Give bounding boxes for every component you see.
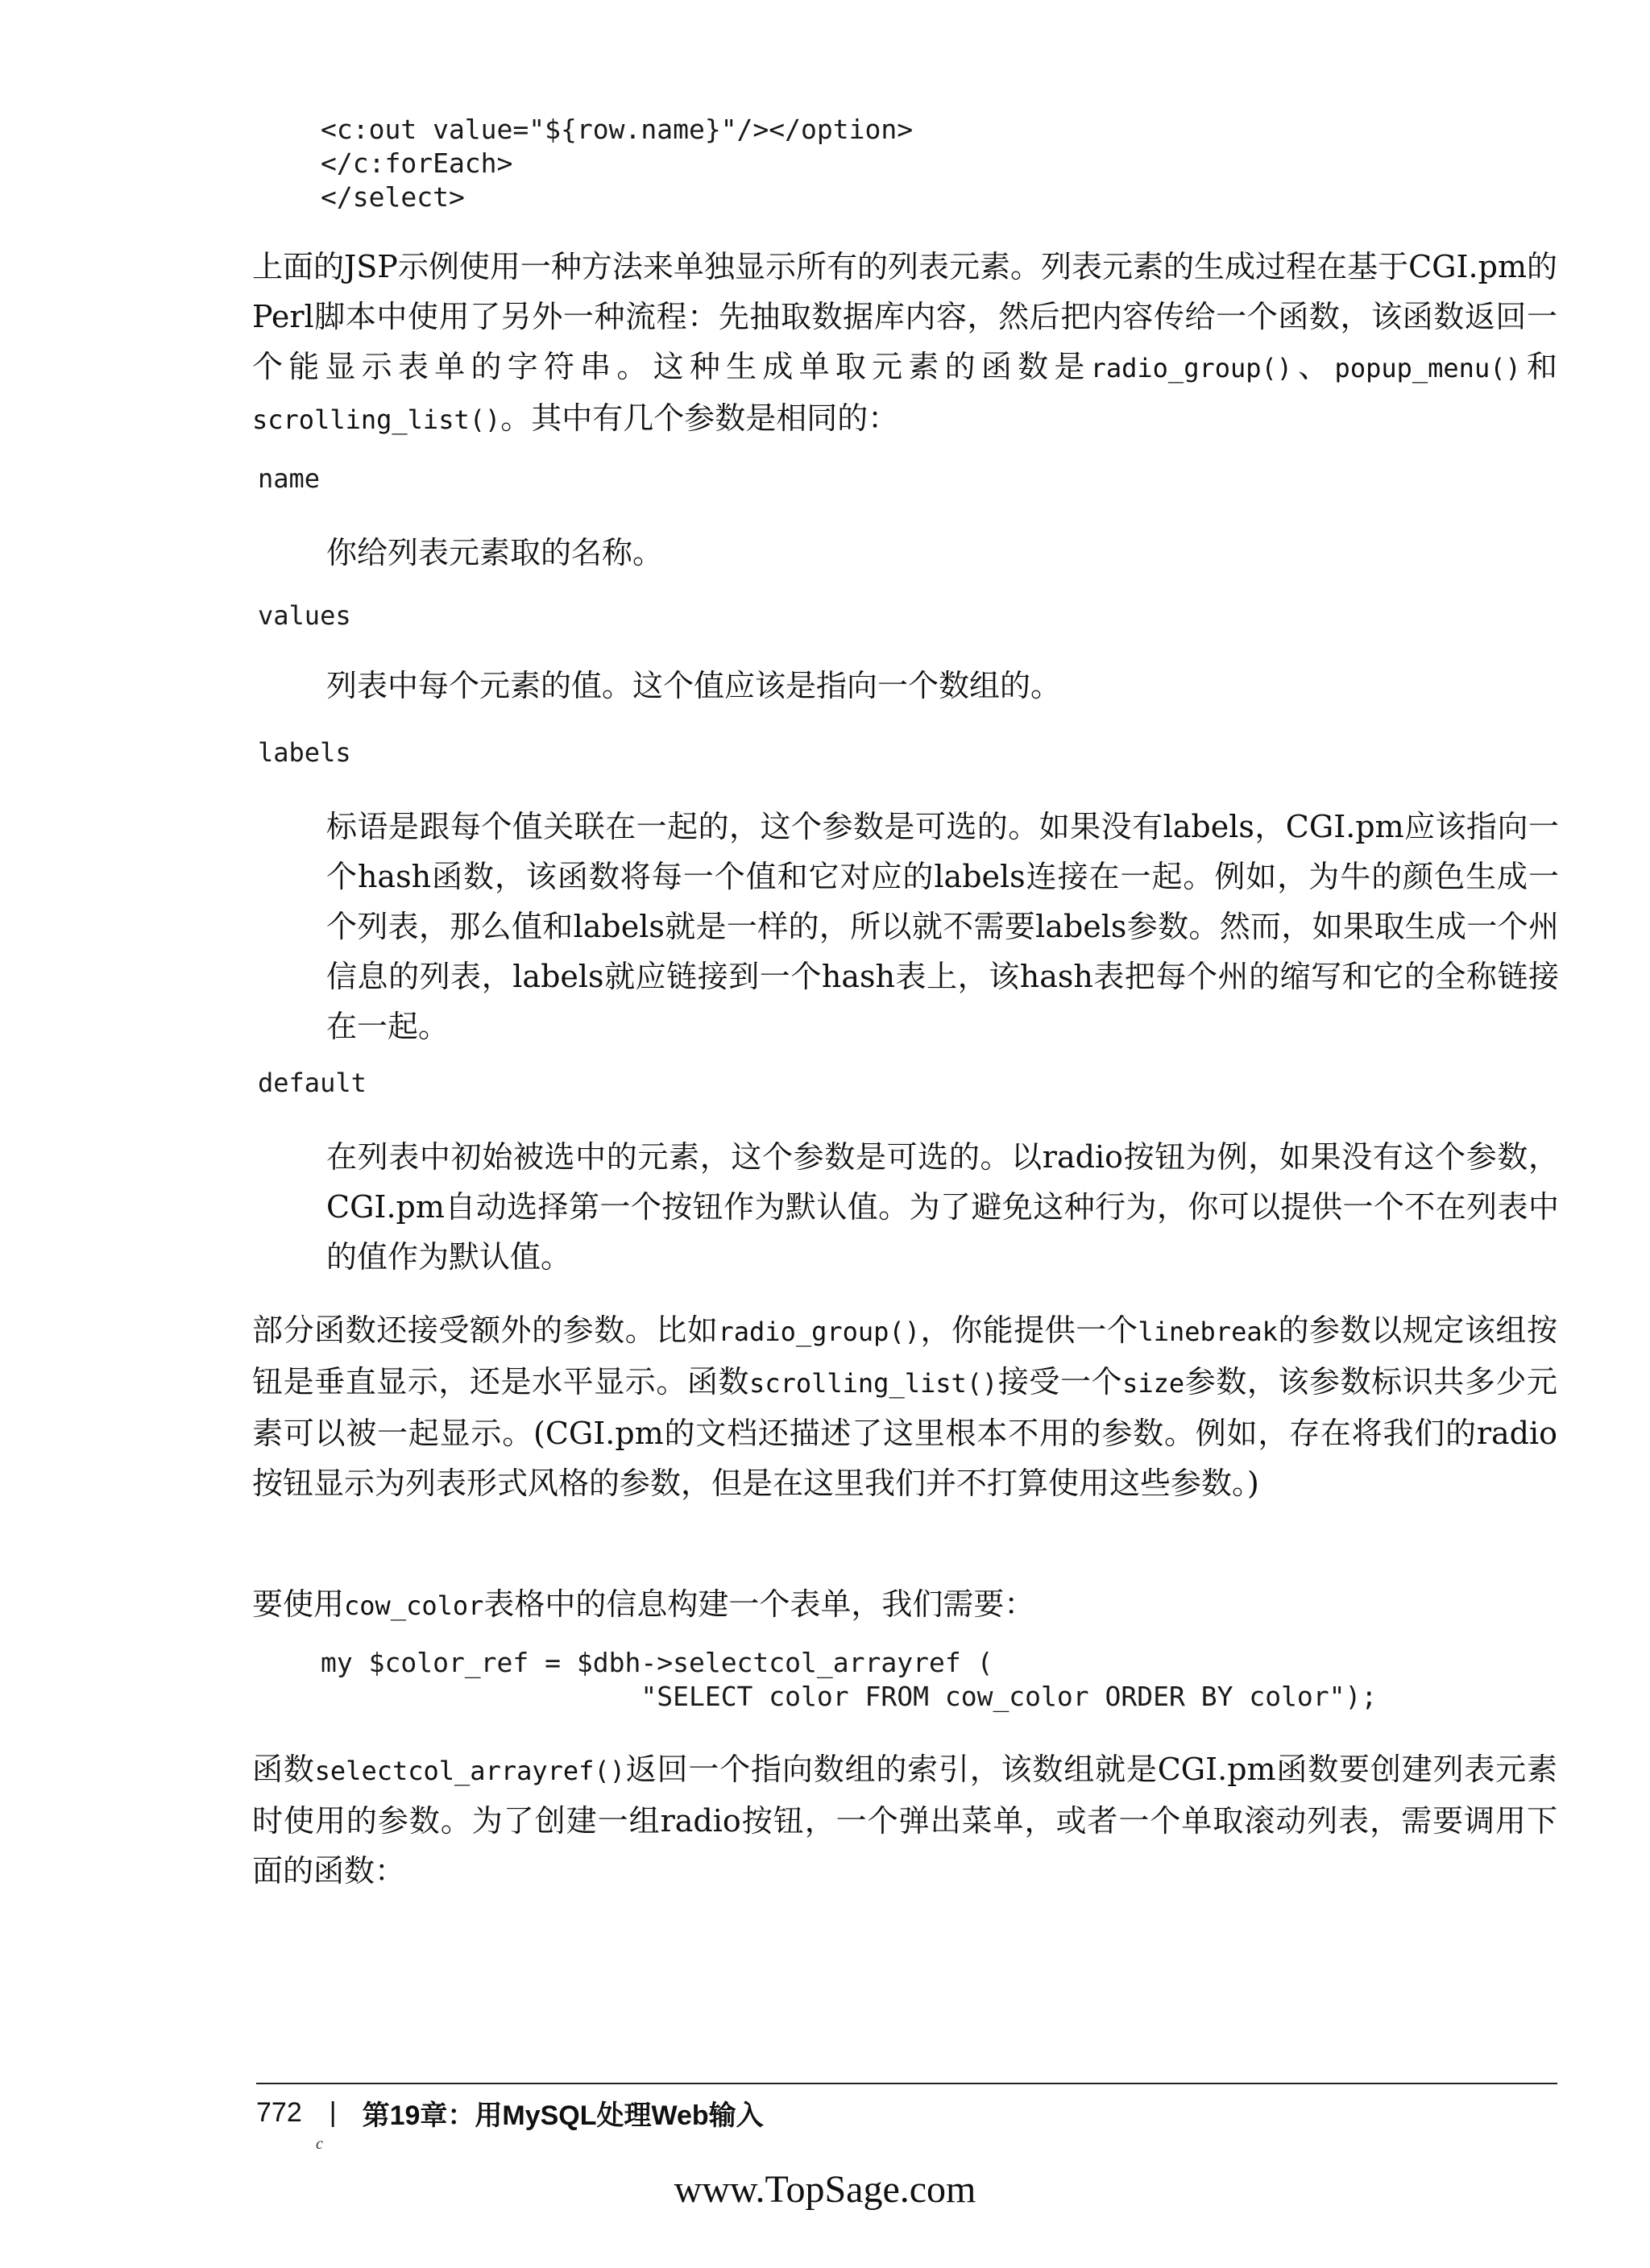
code-line: "SELECT color FROM cow_color ORDER BY color");	[321, 1681, 1378, 1712]
code-line: <c:out value="${row.name}"/></option>	[321, 114, 914, 145]
paragraph-build-form	[252, 1579, 1557, 1631]
paragraph-extra-params	[252, 1305, 1557, 1508]
text-run: 函数	[252, 1752, 315, 1787]
inline-code: selectcol_arrayref()	[314, 1756, 625, 1786]
page-footer	[256, 2093, 764, 2133]
term-default: default	[258, 1068, 367, 1098]
term-labels-description: 标语是跟每个值关联在一起的，这个参数是可选的。如果没有labels，CGI.pm应该指向一个hash函数，该函数将每一个值和它对应的labels连接在一起。例如，为牛的颜色生成一个列表，那么值和labels就是一样的，所以就不需要labels参数。然而，如果取生成一个州信息的列表，labels就应链接到一个hash表上，该hash表把每个州的缩写和它的全称链接在一起。	[326, 809, 1559, 1044]
inline-code: radio_group()	[718, 1316, 920, 1347]
text-run: 。其中有几个参数是相同的：	[500, 400, 899, 436]
text-run: ，你能提供一个	[919, 1312, 1138, 1348]
inline-code: cow_color	[344, 1590, 484, 1621]
chapter-title: 第19章：用MySQL处理Web输入	[362, 2100, 764, 2131]
text-run: 要使用	[252, 1586, 345, 1622]
inline-code: size	[1122, 1368, 1185, 1399]
term-labels: labels	[258, 737, 351, 768]
term-default-description: 在列表中初始被选中的元素，这个参数是可选的。以radio按钮为例，如果没有这个参数，CGI.pm自动选择第一个按钮作为默认值。为了避免这种行为，你可以提供一个不在列表中的值作为默认值。	[326, 1139, 1559, 1275]
code-block-jsp-tail	[321, 113, 913, 214]
inline-code: linebreak	[1138, 1316, 1278, 1347]
inline-code: radio_group()	[1090, 353, 1293, 384]
term-values-description: 列表中每个元素的值。这个值应该是指向一个数组的。	[326, 668, 1062, 703]
text-run: 参数，该参数标识共多少元素可以被一起显示。(CGI.pm的文档还描述了这里根本不用的参数。例如，存在将我们的radio按钮显示为列表形式风格的参数，但是在这里我们并不打算使用这些参数。)	[252, 1364, 1557, 1501]
text-run: 的参数以规定该组按钮是垂直显示，还是水平显示。函数	[252, 1312, 1557, 1399]
text-run: 和	[1520, 349, 1557, 384]
code-line: </select>	[321, 181, 465, 213]
term-name-description: 你给列表元素取的名称。	[326, 535, 664, 570]
code-line	[321, 147, 913, 180]
text-run: 返回一个指向数组的索引，该数组就是CGI.pm函数要创建列表元素时使用的参数。为了创建一组radio按钮，一个弹出菜单，或者一个单取滚动列表，需要调用下面的函数：	[252, 1752, 1557, 1889]
text-run: 表格中的信息构建一个表单，我们需要：	[483, 1586, 1035, 1622]
term-values: values	[258, 600, 351, 631]
text-run: 部分函数还接受额外的参数。比如	[252, 1312, 719, 1348]
inline-code: popup_menu()	[1334, 353, 1521, 384]
footer-mark: c	[316, 2135, 323, 2153]
code-block-perl	[321, 1646, 1377, 1714]
inline-code: scrolling_list()	[749, 1368, 998, 1399]
text-run: 、	[1292, 349, 1335, 384]
paragraph-list-generation	[252, 242, 1557, 445]
inline-code: scrolling_list()	[252, 404, 501, 435]
watermark-url: www.TopSage.com	[674, 2168, 976, 2211]
page-number: 772	[256, 2097, 302, 2128]
code-line-text: </c:forEach>	[321, 147, 513, 179]
text-run: 接受一个	[997, 1364, 1123, 1399]
code-line: my $color_ref = $dbh->selectcol_arrayref (	[321, 1647, 993, 1678]
footer-separator: |	[329, 2097, 337, 2128]
paragraph-selectcol	[252, 1744, 1557, 1896]
footer-divider	[256, 2083, 1557, 2084]
term-name: name	[258, 463, 321, 494]
text-run: 上面的JSP示例使用一种方法来单独显示所有的列表元素。列表元素的生成过程在基于CGI.pm的Perl脚本中使用了另外一种流程：先抽取数据库内容，然后把内容传给一个函数，该函数返回一个能显示表单的字符串。这种生成单取元素的函数是	[252, 249, 1557, 384]
